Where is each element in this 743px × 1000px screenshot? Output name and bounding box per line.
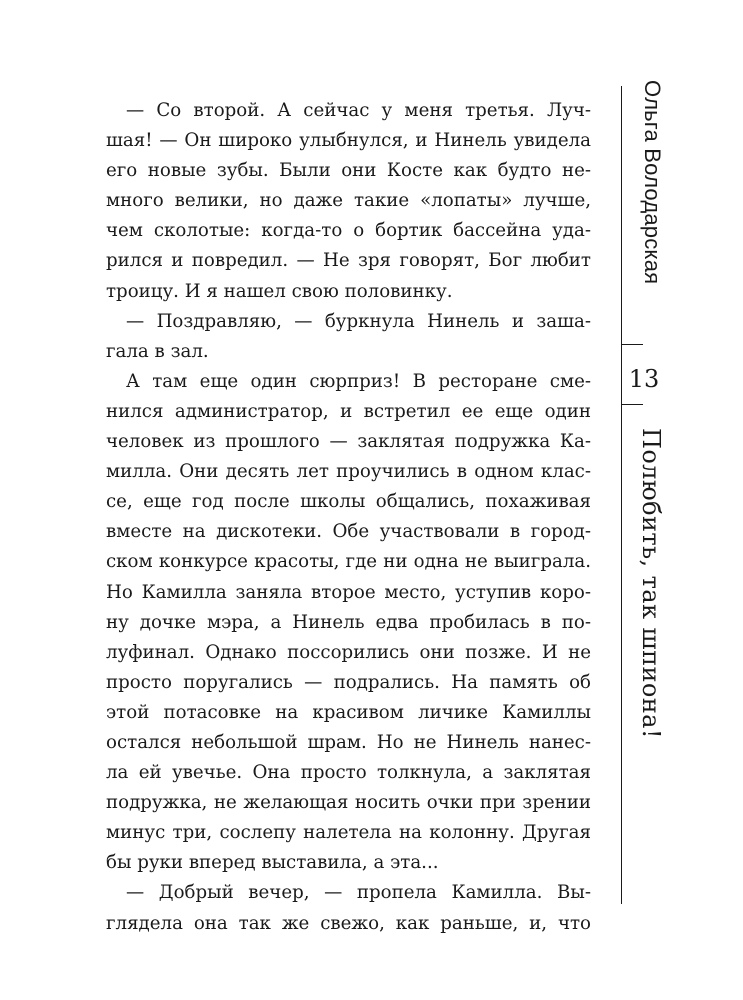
text-line: человек из прошлого — заклятая подружка Ка- — [106, 431, 591, 453]
text-line: Но Камилла заняла второе место, уступив коро- — [106, 581, 591, 603]
text-line: ском конкурсе красоты, где ни одна не выиграла. — [106, 551, 591, 573]
text-line: милла. Они десять лет проучились в одном клас- — [106, 461, 591, 483]
text-line: луфинал. Однако поссорились они позже. И не — [106, 641, 591, 663]
text-line: просто поругались — подрались. На память об — [106, 671, 591, 693]
text-line: много велики, но даже такие «лопаты» лучше, — [106, 190, 591, 212]
text-line: ла ей увечье. Она просто толкнула, а заклятая — [106, 762, 591, 784]
text-line: ну дочке мэра, а Нинель едва пробилась в по- — [106, 611, 591, 633]
text-line: бы руки вперед выставила, а эта... — [106, 852, 439, 874]
text-line: минус три, сослепу налетела на колонну. Другая — [106, 822, 591, 844]
text-line: чем сколотые: когда-то о бортик бассейна уда- — [106, 220, 591, 242]
text-line: А там еще один сюрприз! В ресторане сме- — [126, 370, 591, 392]
book-title: Полюбить, так шпиона! — [637, 428, 665, 739]
text-line: гала в зал. — [106, 340, 209, 362]
folio-rule-top — [621, 344, 643, 345]
text-line: троицу. И я нашел свою половинку. — [106, 280, 453, 302]
text-line: этой потасовке на красивом личике Камиллы — [106, 701, 591, 723]
margin-divider — [621, 86, 622, 904]
text-line: нился администратор, и встретил ее еще один — [106, 400, 591, 422]
page-number: 13 — [628, 365, 660, 393]
text-line: — Поздравляю, — буркнула Нинель и заша- — [126, 310, 591, 332]
body-text — [106, 96, 591, 939]
author-name: Ольга Володарская — [640, 80, 665, 285]
text-line: подружка, не желающая носить очки при зрении — [106, 792, 591, 814]
text-line: рился и повредил. — Не зря говорят, Бог любит — [106, 250, 591, 272]
text-line: остался небольшой шрам. Но не Нинель нанес- — [106, 731, 591, 753]
text-line: его новые зубы. Были они Косте как будто не- — [106, 160, 591, 182]
text-line: се, еще год после школы общались, похаживая — [106, 491, 591, 513]
text-line: шая! — Он широко улыбнулся, и Нинель увидела — [106, 130, 591, 152]
text-line: — Со второй. А сейчас у меня третья. Луч- — [126, 100, 591, 121]
text-line: вместе на дискотеки. Обе участвовали в город- — [106, 521, 591, 543]
text-line: — Добрый вечер, — пропела Камилла. Вы- — [126, 882, 591, 904]
text-line: глядела она так же свежо, как раньше, и, что — [106, 912, 591, 934]
folio-rule-bottom — [621, 404, 643, 405]
